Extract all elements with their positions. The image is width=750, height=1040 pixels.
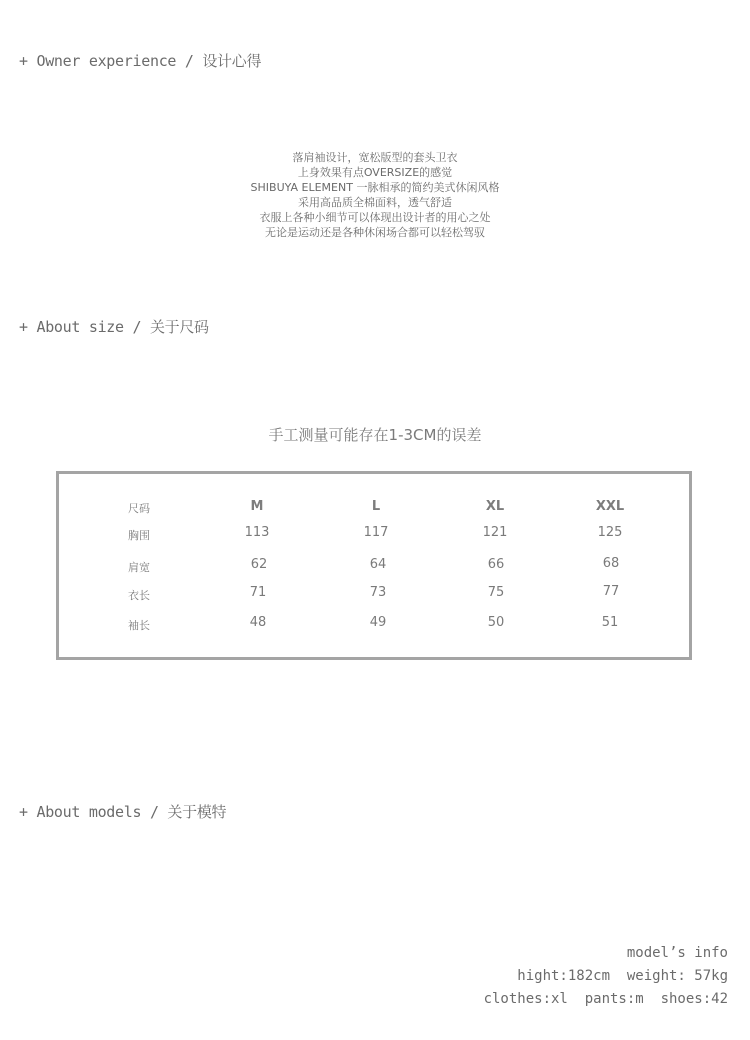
size-header-l: L	[371, 499, 381, 514]
row-label-length: 衣长	[128, 589, 150, 602]
table-cell: 77	[602, 584, 620, 599]
section-heading-about-size: + About size / 关于尺码	[19, 318, 209, 336]
design-intro	[0, 150, 750, 240]
table-cell: 113	[244, 525, 270, 540]
table-cell: 68	[602, 556, 620, 571]
row-label-chest: 胸围	[128, 529, 150, 542]
table-cell: 121	[482, 525, 508, 540]
table-cell: 117	[363, 525, 389, 540]
model-info-title: model’s info	[626, 945, 728, 961]
model-info-height-weight: hight:182cm weight: 57kg	[517, 968, 728, 984]
size-header-xxl: XXL	[595, 499, 625, 514]
table-cell: 64	[369, 557, 387, 572]
table-cell: 73	[369, 585, 387, 600]
intro-line: 采用高品质全棉面料，透气舒适	[298, 196, 452, 209]
table-cell: 50	[487, 615, 505, 630]
intro-line: 上身效果有点OVERSIZE的感觉	[297, 166, 453, 179]
table-cell: 66	[487, 557, 505, 572]
table-cell: 51	[601, 615, 619, 630]
intro-line: SHIBUYA ELEMENT 一脉相承的简约美式休闲风格	[250, 181, 500, 194]
size-header-m: M	[250, 499, 264, 514]
intro-line: 落肩袖设计，宽松版型的套头卫衣	[292, 151, 458, 164]
model-info	[484, 942, 728, 1011]
table-cell: 48	[249, 615, 267, 630]
table-cell: 62	[250, 557, 268, 572]
table-cell: 125	[597, 525, 623, 540]
model-info-sizes: clothes:xl pants:m shoes:42	[483, 991, 728, 1007]
measurement-tolerance-note: 手工测量可能存在1-3CM的误差	[268, 426, 482, 444]
size-table	[56, 471, 692, 660]
table-cell: 49	[369, 615, 387, 630]
row-label-sleeve: 袖长	[128, 619, 150, 632]
table-cell: 71	[249, 585, 267, 600]
section-heading-about-models: + About models / 关于模特	[19, 803, 227, 821]
intro-line: 衣服上各种小细节可以体现出设计者的用心之处	[259, 211, 491, 224]
size-header-label: 尺码	[128, 502, 150, 515]
size-header-xl: XL	[485, 499, 505, 514]
section-heading-owner-experience: + Owner experience / 设计心得	[19, 52, 262, 70]
intro-line: 无论是运动还是各种休闲场合都可以轻松驾驭	[265, 226, 485, 239]
table-cell: 75	[487, 585, 505, 600]
row-label-shoulder: 肩宽	[128, 561, 150, 574]
